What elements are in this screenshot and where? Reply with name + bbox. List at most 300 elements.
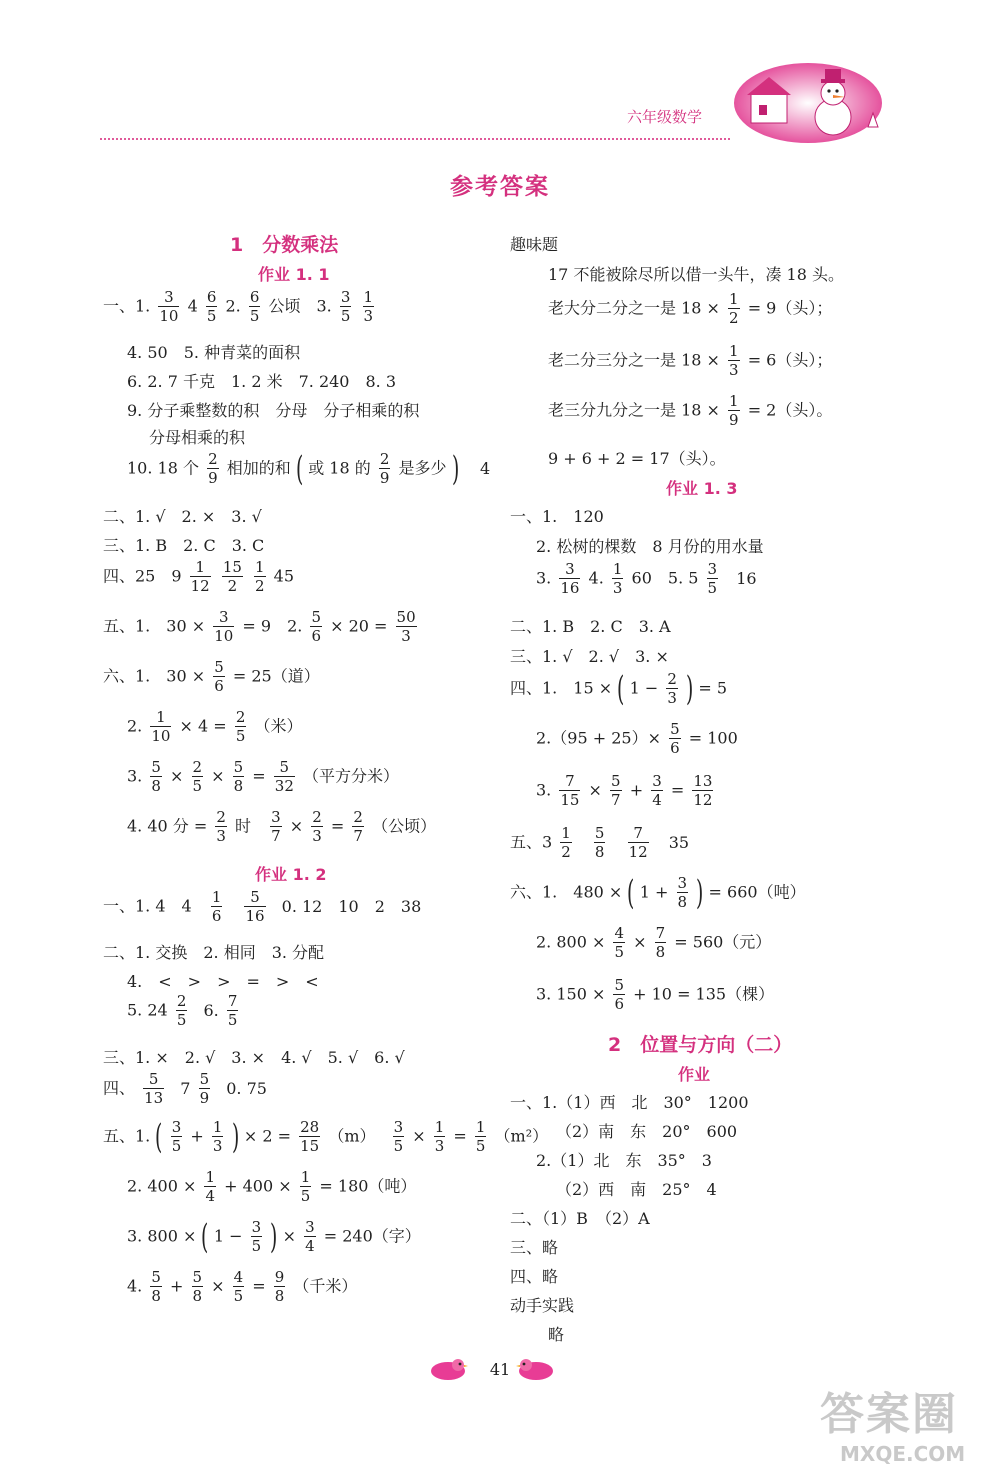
num: 9: [274, 1268, 285, 1286]
den: 7: [271, 827, 281, 845]
text: 16: [736, 568, 757, 588]
num: 1: [255, 558, 265, 576]
grade-label: 六年级数学: [627, 108, 703, 126]
answer-line: （2）西 南 25° 4: [556, 1180, 717, 1199]
num: 13: [693, 772, 713, 790]
fraction: [651, 774, 663, 808]
text: 是多少: [398, 458, 447, 478]
text: 老三分九分之一是 18 ×: [548, 400, 720, 420]
text: 或 18 的: [308, 458, 371, 478]
answer-line: 4. 50 5. 种青菜的面积: [127, 343, 301, 362]
big-paren-right: ): [696, 873, 704, 913]
text: 4.: [127, 1276, 143, 1296]
num: 1: [190, 560, 211, 577]
text: 35: [668, 832, 690, 852]
num: 2: [379, 450, 390, 468]
answer-line: 一、1.（1）西 北 30° 1200: [510, 1093, 749, 1112]
den: 9: [729, 411, 739, 429]
answer-line: 三、1. √ 2. √ 3. ×: [510, 647, 669, 666]
text: 六、1. 480 ×: [510, 882, 623, 902]
num: 3: [271, 808, 281, 826]
text: （m²）: [494, 1126, 549, 1146]
den: 15: [560, 791, 580, 809]
num: 15: [222, 558, 242, 576]
watermark: [820, 1378, 965, 1466]
den: 5: [300, 1187, 311, 1205]
fraction: [207, 452, 219, 486]
num: 7: [655, 924, 666, 942]
answer-line: 二、（1）B （2）A: [510, 1209, 650, 1228]
num: 2: [176, 992, 187, 1010]
text: 公顷 3.: [268, 296, 332, 316]
text: = 180（吨）: [319, 1176, 417, 1196]
text: 3.: [127, 766, 143, 786]
answer-line: [510, 873, 806, 913]
fraction: [204, 1170, 216, 1204]
den: 10: [151, 727, 171, 745]
fraction: [212, 1120, 224, 1154]
big-paren-right: ): [685, 669, 694, 709]
den: 8: [151, 777, 161, 795]
answer-line: [103, 890, 421, 924]
den: 8: [594, 843, 605, 861]
text: = 560（元）: [674, 932, 772, 952]
num: 3: [340, 288, 351, 306]
den: 8: [151, 1287, 161, 1305]
big-paren-right: ): [451, 449, 459, 489]
fraction: [222, 560, 243, 594]
num: 3: [171, 1118, 182, 1136]
den: 5: [171, 1137, 182, 1155]
answer-line: 三、1. B 2. C 3. C: [103, 536, 265, 555]
text: 五、1. 30 ×: [103, 616, 206, 636]
den: 9: [379, 469, 390, 487]
op: +: [190, 1126, 204, 1146]
fraction: [628, 826, 649, 860]
den: 5: [249, 307, 260, 325]
fraction: [254, 560, 266, 594]
den: 3: [401, 627, 411, 645]
text: 3.: [536, 780, 552, 800]
section-2-heading: 2 位置与方向（二）: [608, 1034, 793, 1056]
fraction: [176, 994, 188, 1028]
den: 8: [192, 1287, 203, 1305]
answer-line: [127, 1217, 421, 1257]
fraction: [211, 890, 223, 924]
num: 1: [205, 1168, 216, 1186]
den: 5: [475, 1137, 486, 1155]
answer-line: 2. 松树的棵数 8 月份的用水量: [536, 537, 764, 556]
answer-line: [536, 978, 774, 1012]
big-paren-right: ): [231, 1117, 239, 1157]
text: 3. 800 ×: [127, 1226, 197, 1246]
num: 5: [143, 1072, 164, 1089]
answer-line: [548, 394, 832, 428]
num: 3: [158, 290, 179, 307]
fraction: [613, 926, 625, 960]
den: 5: [614, 943, 625, 961]
num: 1: [561, 824, 571, 842]
num: 6: [249, 288, 260, 306]
text: × 4 =: [179, 716, 227, 736]
text: = 2（头）。: [747, 400, 833, 420]
den: 3: [363, 307, 374, 325]
fraction: [677, 876, 689, 910]
num: 3: [251, 1218, 262, 1236]
answer-line: 9. 分子乘整数的积 分母 分子相乘的积: [127, 401, 420, 420]
den: 5: [235, 727, 246, 745]
page-title: 参考答案: [450, 174, 550, 200]
section-1-heading: 1 分数乘法: [230, 234, 339, 256]
num: 1: [211, 888, 222, 906]
answer-line: 一、1. 120: [510, 507, 604, 526]
text: 相加的和: [226, 458, 291, 478]
den: 5: [340, 307, 351, 325]
den: 16: [560, 579, 580, 597]
value: 4: [187, 296, 198, 316]
header-dotted-rule: [100, 138, 730, 140]
fraction: [311, 810, 323, 844]
text: 老二分三分之一是 18 ×: [548, 350, 720, 370]
answer-line: [127, 449, 491, 489]
num: 1: [363, 288, 374, 306]
fraction: [227, 994, 239, 1028]
text: （平方分米）: [302, 766, 399, 786]
answer-line: [548, 344, 832, 378]
fraction: [728, 394, 740, 428]
fraction: [612, 562, 624, 596]
den: 5: [192, 777, 203, 795]
watermark-url: MXQE.COM: [840, 1442, 966, 1466]
fraction: [363, 290, 375, 324]
text: 4.: [588, 568, 604, 588]
text: × 2 =: [243, 1126, 292, 1146]
den: 12: [693, 791, 713, 809]
fraction: [475, 1120, 487, 1154]
op: ×: [633, 932, 647, 952]
fraction: [158, 290, 179, 324]
text: 4. 40 分 =: [127, 816, 208, 836]
big-paren-right: ): [270, 1217, 278, 1257]
fraction: [213, 610, 234, 644]
text: 2. 800 ×: [536, 932, 606, 952]
num: 1: [150, 710, 171, 727]
num: 5: [614, 976, 625, 994]
fraction: [396, 610, 417, 644]
text: 2. 400 ×: [127, 1176, 197, 1196]
num: 2: [235, 708, 246, 726]
big-paren-left: (: [155, 1117, 163, 1157]
den: 3: [212, 1137, 223, 1155]
fraction: [251, 1220, 263, 1254]
fraction: [610, 774, 622, 808]
fraction: [235, 710, 247, 744]
fraction: [233, 1270, 245, 1304]
label: 2.: [225, 296, 241, 316]
fraction: [190, 560, 211, 594]
den: 7: [611, 791, 621, 809]
label: 一、1.: [103, 296, 151, 316]
answer-line: [103, 560, 294, 594]
num: 5: [594, 824, 605, 842]
fraction: [233, 760, 245, 794]
answer-line: [103, 290, 377, 324]
op: ×: [588, 780, 602, 800]
answer-line: 二、1. 交换 2. 相同 3. 分配: [103, 943, 325, 962]
fraction: [310, 610, 322, 644]
den: 15: [300, 1137, 320, 1155]
text: 一、1. 4 4: [103, 896, 192, 916]
text: 3.: [536, 568, 552, 588]
fraction: [340, 290, 352, 324]
num: 4: [614, 924, 625, 942]
text: = 5: [698, 678, 728, 698]
answer-line: [510, 826, 689, 860]
num: 5: [151, 758, 161, 776]
num: 7: [559, 774, 580, 791]
op: =: [252, 1276, 266, 1296]
fraction: [199, 1072, 211, 1106]
homework-1-1-heading: 作业 1. 1: [258, 265, 330, 284]
text: 6.: [203, 1000, 219, 1020]
text: （公顷）: [372, 816, 437, 836]
num: 1: [612, 560, 623, 578]
answer-line: 4. < > > = > <: [127, 972, 319, 991]
den: 2: [227, 577, 238, 595]
text: 四、1. 15 ×: [510, 678, 613, 698]
answer-line: [103, 1117, 549, 1157]
den: 3: [667, 689, 677, 707]
fraction: [560, 826, 572, 860]
num: 5: [214, 658, 224, 676]
fraction: [393, 1120, 405, 1154]
fraction: [206, 290, 218, 324]
num: 3: [652, 772, 662, 790]
text: 老大分二分之一是 18 ×: [548, 298, 720, 318]
den: 2: [255, 577, 265, 595]
text: 7: [180, 1078, 191, 1098]
num: 1: [300, 1168, 311, 1186]
answer-line: [103, 660, 320, 694]
den: 4: [652, 791, 662, 809]
text: 1 −: [213, 1226, 243, 1246]
num: 3: [559, 562, 580, 579]
big-paren-left: (: [627, 873, 635, 913]
fraction: [249, 290, 261, 324]
den: 8: [233, 777, 244, 795]
den: 7: [353, 827, 363, 845]
homework-1-2-heading: 作业 1. 2: [255, 865, 327, 884]
answer-line: 9 + 6 + 2 = 17（头）。: [548, 449, 726, 468]
den: 3: [729, 361, 739, 379]
text: + 10 = 135（棵）: [633, 984, 775, 1004]
den: 12: [190, 577, 210, 595]
den: 5: [707, 579, 718, 597]
fraction: [728, 292, 740, 326]
den: 8: [655, 943, 666, 961]
answer-line: 二、1. √ 2. × 3. √: [103, 507, 262, 526]
fraction: [655, 926, 667, 960]
den: 16: [245, 907, 265, 925]
num: 5: [244, 890, 265, 907]
answer-line: [548, 292, 832, 326]
den: 2: [729, 309, 739, 327]
op: =: [453, 1126, 467, 1146]
fraction: [707, 562, 719, 596]
answer-line: （2）南 东 20° 600: [556, 1122, 738, 1141]
fraction: [244, 890, 265, 924]
den: 5: [176, 1011, 187, 1029]
num: 2: [353, 808, 363, 826]
page-number: 41: [489, 1360, 511, 1379]
num: 3: [393, 1118, 404, 1136]
num: 28: [300, 1118, 320, 1136]
text: 2.（95 + 25）×: [536, 728, 661, 748]
den: 6: [214, 677, 224, 695]
fraction: [692, 774, 713, 808]
num: 6: [206, 288, 217, 306]
text: = 660（吨）: [708, 882, 806, 902]
text: = 9（头）；: [747, 298, 833, 318]
den: 4: [205, 1187, 216, 1205]
text: 0. 75: [226, 1078, 267, 1098]
den: 5: [233, 1287, 244, 1305]
den: 5: [206, 307, 217, 325]
den: 3: [434, 1137, 445, 1155]
num: 5: [151, 1268, 161, 1286]
num: 4: [233, 1268, 244, 1286]
fraction: [559, 774, 580, 808]
value: 45: [273, 566, 295, 586]
num: 2: [192, 758, 203, 776]
num: 5: [274, 760, 295, 777]
text: 3. 150 ×: [536, 984, 606, 1004]
answer-line: 2.（1）北 东 35° 3: [536, 1151, 712, 1170]
fraction: [274, 760, 295, 794]
op: +: [629, 780, 644, 800]
answer-line: [536, 722, 738, 756]
text: 四、25 9: [103, 566, 182, 586]
answer-line: 三、1. × 2. √ 3. × 4. √ 5. √ 6. √: [103, 1048, 405, 1067]
fraction: [192, 1270, 204, 1304]
fraction: [434, 1120, 446, 1154]
den: 6: [311, 627, 321, 645]
bird-icon: [516, 1356, 556, 1382]
den: 10: [159, 307, 179, 325]
text: 四、: [103, 1078, 136, 1098]
den: 12: [628, 843, 648, 861]
text: （米）: [254, 716, 303, 736]
num: 5: [233, 758, 244, 776]
den: 2: [561, 843, 571, 861]
den: 3: [312, 827, 322, 845]
den: 5: [393, 1137, 404, 1155]
fraction: [304, 1220, 316, 1254]
op: ×: [170, 766, 184, 786]
fraction: [352, 810, 364, 844]
op: =: [670, 780, 685, 800]
text: （m）: [328, 1126, 376, 1146]
fraction: [379, 452, 391, 486]
num: 7: [227, 992, 238, 1010]
num: 3: [707, 560, 718, 578]
answer-line: 动手实践: [510, 1296, 575, 1315]
num: 5: [670, 720, 680, 738]
den: 10: [214, 627, 234, 645]
text: = 240（字）: [323, 1226, 421, 1246]
num: 1: [434, 1118, 445, 1136]
text: + 400 ×: [224, 1176, 292, 1196]
fraction: [274, 1270, 286, 1304]
fraction: [270, 810, 282, 844]
op: ×: [289, 816, 304, 836]
fraction: [215, 810, 227, 844]
den: 3: [612, 579, 623, 597]
op: ×: [211, 766, 225, 786]
num: 1: [475, 1118, 486, 1136]
num: 2: [667, 670, 677, 688]
big-paren-left: (: [617, 669, 625, 709]
num: 2: [216, 808, 226, 826]
answer-line: [536, 926, 771, 960]
watermark-logo-text: 答案圈: [820, 1389, 958, 1440]
num: 1: [729, 392, 739, 410]
answer-line: [127, 710, 302, 744]
num: 3: [213, 610, 234, 627]
num: 7: [628, 826, 649, 843]
den: 9: [199, 1089, 210, 1107]
text: × 20 =: [330, 616, 388, 636]
fraction: [143, 1072, 164, 1106]
text: 2.: [127, 716, 143, 736]
fraction: [171, 1120, 183, 1154]
fraction: [299, 1120, 320, 1154]
text: 五、1.: [103, 1126, 151, 1146]
fun-question-heading: 趣味题: [510, 235, 559, 254]
num: 1: [729, 290, 739, 308]
answer-line: 6. 2. 7 千克 1. 2 米 7. 240 8. 3: [127, 372, 397, 391]
text: 1 +: [639, 882, 669, 902]
fraction: [150, 1270, 162, 1304]
big-paren-left: (: [201, 1217, 209, 1257]
answer-line: [127, 994, 241, 1028]
answer-line: 17 不能被除尽所以借一头牛，凑 18 头。: [548, 265, 844, 284]
fraction: [613, 978, 625, 1012]
fraction: [666, 672, 678, 706]
answer-line: [127, 1170, 416, 1204]
fraction: [300, 1170, 312, 1204]
answer-line: 二、1. B 2. C 3. A: [510, 617, 671, 636]
fraction: [594, 826, 606, 860]
num: 1: [212, 1118, 223, 1136]
text: 60 5. 5: [631, 568, 699, 588]
snowman-illustration: [733, 55, 883, 145]
den: 5: [227, 1011, 238, 1029]
op: =: [330, 816, 345, 836]
fraction: [728, 344, 740, 378]
big-paren-left: (: [295, 449, 304, 489]
text: 5. 24: [127, 1000, 168, 1020]
den: 32: [274, 777, 294, 795]
den: 6: [670, 739, 680, 757]
answer-line: [510, 669, 728, 709]
fraction: [213, 660, 225, 694]
num: 2: [312, 808, 322, 826]
num: 5: [611, 772, 621, 790]
num: 5: [311, 608, 321, 626]
text: = 9 2.: [242, 616, 303, 636]
text: = 6（头）；: [747, 350, 833, 370]
